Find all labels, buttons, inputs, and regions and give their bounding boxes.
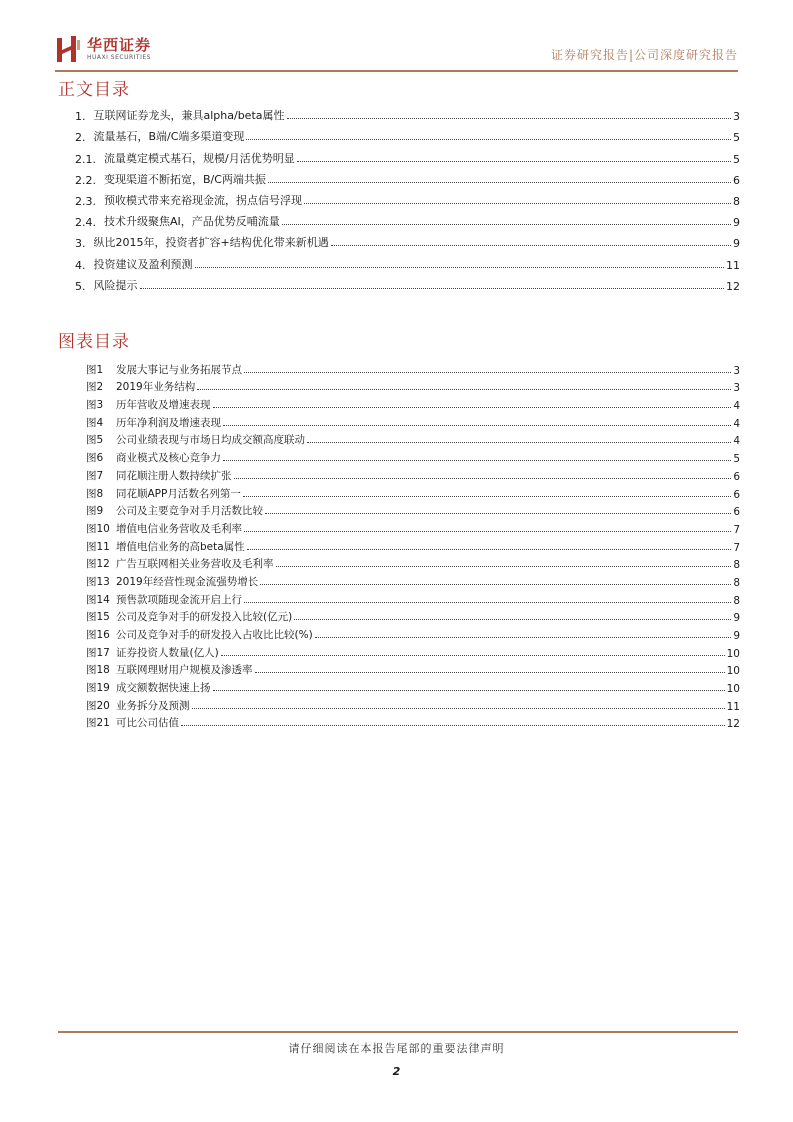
dot-leader <box>223 460 731 461</box>
figure-entry[interactable] <box>86 465 740 483</box>
figure-entry-page[interactable]: 11 <box>726 700 740 713</box>
toc-entry[interactable] <box>75 208 740 229</box>
figures-toc-title: 图表目录 <box>58 332 130 352</box>
figure-entry-number: 图14 <box>86 593 110 606</box>
figure-entry-page[interactable]: 10 <box>726 647 740 660</box>
page-header <box>55 34 738 70</box>
dot-leader <box>223 425 731 426</box>
toc-entry-label[interactable]: 预收模式带来充裕现金流，拐点信号浮现 <box>104 193 302 207</box>
figure-entry[interactable] <box>86 571 740 589</box>
figure-entry[interactable] <box>86 677 740 695</box>
figure-entry-page[interactable]: 10 <box>726 683 740 696</box>
dot-leader <box>213 690 725 691</box>
figure-entry[interactable] <box>86 642 740 660</box>
toc-entry-page[interactable]: 5 <box>733 152 740 166</box>
figure-entry-number: 图18 <box>86 664 110 677</box>
figure-entry[interactable] <box>86 412 740 430</box>
dot-leader <box>244 531 731 532</box>
toc-entry-label[interactable]: 流量基石，B端/C端多渠道变现 <box>93 130 245 144</box>
figure-entry-number: 图3 <box>86 399 104 412</box>
figure-entry[interactable] <box>86 430 740 448</box>
figure-entry-page[interactable]: 6 <box>733 506 740 519</box>
figure-entry-number: 图10 <box>86 522 110 535</box>
figure-entry-page[interactable]: 9 <box>733 612 740 625</box>
dot-leader <box>276 566 732 567</box>
toc-entry-label[interactable]: 变现渠道不断拓宽，B/C两端共振 <box>104 172 266 186</box>
toc-entry-page[interactable]: 9 <box>733 237 740 251</box>
figure-entry[interactable] <box>86 660 740 678</box>
dot-leader <box>195 267 725 268</box>
figure-entry-label[interactable]: 公司业绩表现与市场日均成交额高度联动 <box>116 434 305 447</box>
toc-entry-page[interactable]: 9 <box>733 216 740 230</box>
toc-entry-number: 2.4. <box>75 216 96 230</box>
legal-notice: 请仔细阅读在本报告尾部的重要法律声明 <box>288 1042 505 1055</box>
figure-entry[interactable] <box>86 394 740 412</box>
figure-entry[interactable] <box>86 554 740 572</box>
figure-entry[interactable] <box>86 713 740 731</box>
toc-entry[interactable] <box>75 229 740 250</box>
figure-entry-number: 图6 <box>86 452 104 465</box>
figure-entry-label[interactable]: 增值电信业务的高beta属性 <box>116 540 245 553</box>
dot-leader <box>244 372 731 373</box>
figure-entry-page[interactable]: 6 <box>733 470 740 483</box>
figure-entry-number: 图7 <box>86 469 104 482</box>
dot-leader <box>140 288 725 289</box>
toc-entry-label[interactable]: 风险提示 <box>93 278 138 292</box>
figure-entry-label[interactable]: 证券投资人数量(亿人) <box>116 646 219 659</box>
figure-entry[interactable] <box>86 589 740 607</box>
figure-entry-page[interactable]: 10 <box>726 665 740 678</box>
toc-entry[interactable] <box>75 123 740 144</box>
toc-title: 正文目录 <box>58 80 130 100</box>
dot-leader <box>244 602 731 603</box>
figure-entry-label[interactable]: 商业模式及核心竞争力 <box>116 452 221 465</box>
dot-leader <box>287 118 731 119</box>
figure-entry-page[interactable]: 9 <box>733 630 740 642</box>
toc-entry[interactable] <box>75 102 740 123</box>
figure-entry-label[interactable]: 公司及竞争对手的研发投入占收比比较(%) <box>116 629 313 641</box>
dot-leader <box>294 619 731 620</box>
figure-entry[interactable] <box>86 518 740 536</box>
figure-entry[interactable] <box>86 695 740 713</box>
figure-entry-page[interactable]: 8 <box>733 559 740 572</box>
toc-entry-number: 2.1. <box>75 152 96 166</box>
figure-entry-number: 图4 <box>86 416 104 429</box>
dot-leader <box>307 442 731 443</box>
toc-entry-page[interactable]: 3 <box>733 110 740 124</box>
figure-entry-label[interactable]: 可比公司估值 <box>116 717 179 730</box>
toc-entry-number: 2.3. <box>75 194 96 208</box>
figure-entry-label[interactable]: 2019年业务结构 <box>116 381 196 394</box>
toc-entry-page[interactable]: 6 <box>733 173 740 187</box>
toc-entry[interactable] <box>75 272 740 293</box>
figure-entry-page[interactable]: 8 <box>733 594 740 607</box>
toc-entry-page[interactable]: 11 <box>726 258 740 272</box>
figure-entry-label[interactable]: 互联网理财用户规模及渗透率 <box>116 664 253 677</box>
dot-leader <box>243 496 731 497</box>
figure-entry-label[interactable]: 业务拆分及预测 <box>116 699 190 712</box>
figure-entry-page[interactable]: 3 <box>733 382 740 395</box>
toc-entry-label[interactable]: 投资建议及盈利预测 <box>93 257 193 271</box>
toc-entry-number: 5. <box>75 279 86 293</box>
figure-entry-label[interactable]: 广告互联网相关业务营收及毛利率 <box>116 558 274 571</box>
logo-chinese-text: 华西证券 <box>87 35 152 54</box>
dot-leader <box>255 672 725 673</box>
dot-leader <box>315 637 732 638</box>
toc-entry-number: 2. <box>75 131 86 145</box>
figure-entry-number: 图20 <box>86 699 110 712</box>
dot-leader <box>265 513 731 514</box>
figure-entry[interactable] <box>86 501 740 519</box>
dot-leader <box>221 655 725 656</box>
toc-entry[interactable] <box>75 166 740 187</box>
figure-entry-number: 图1 <box>86 363 104 376</box>
dot-leader <box>181 725 725 726</box>
figure-entry-page[interactable]: 4 <box>733 417 740 430</box>
dot-leader <box>192 708 725 709</box>
figure-entry-number: 图12 <box>86 558 110 571</box>
toc-entry-number: 4. <box>75 258 86 272</box>
dot-leader <box>297 161 731 162</box>
dot-leader <box>331 245 731 246</box>
dot-leader <box>304 203 731 204</box>
figure-entry[interactable] <box>86 377 740 395</box>
figure-entry-label[interactable]: 成交额数据快速上扬 <box>116 682 211 695</box>
logo-english-text: HUAXI SECURITIES <box>87 53 151 61</box>
figure-entry-label[interactable]: 发展大事记与业务拓展节点 <box>116 363 242 376</box>
figure-entry-page[interactable]: 4 <box>733 400 740 413</box>
dot-leader <box>197 389 731 390</box>
toc-entry-number: 2.2. <box>75 173 96 187</box>
figure-entry-label[interactable]: 公司及主要竞争对手月活数比较 <box>116 505 263 518</box>
figure-entry-label[interactable]: 增值电信业务营收及毛利率 <box>116 522 242 535</box>
figure-entry-number: 图21 <box>86 717 110 730</box>
toc-entry-page[interactable]: 12 <box>726 279 740 293</box>
dot-leader <box>246 139 731 140</box>
figure-entry-number: 图19 <box>86 682 110 695</box>
toc-entry-page[interactable]: 5 <box>733 131 740 145</box>
figure-entry[interactable] <box>86 607 740 625</box>
figure-entry-number: 图8 <box>86 487 104 500</box>
toc-entry-label[interactable]: 互联网证券龙头，兼具alpha/beta属性 <box>93 109 285 123</box>
figure-entry-page[interactable]: 4 <box>733 435 740 448</box>
toc-entry[interactable] <box>75 250 740 271</box>
figure-entry-number: 图11 <box>86 540 110 553</box>
figure-entry-number: 图16 <box>86 629 110 641</box>
figure-entry-page[interactable]: 5 <box>733 453 740 466</box>
figure-entry-label[interactable]: 公司及竞争对手的研发投入比较(亿元) <box>116 611 293 624</box>
dot-leader <box>260 584 731 585</box>
figure-entry-page[interactable]: 7 <box>733 541 740 554</box>
figure-entry-label[interactable]: 同花顺注册人数持续扩张 <box>116 469 232 482</box>
figure-entry[interactable] <box>86 536 740 554</box>
figures-toc-list <box>86 359 740 730</box>
toc-entry[interactable] <box>75 144 740 165</box>
figure-entry-number: 图9 <box>86 505 104 518</box>
figure-entry-page[interactable]: 3 <box>733 364 740 377</box>
figure-entry-label[interactable]: 历年净利润及增速表现 <box>116 416 221 429</box>
page-number: 2 <box>392 1065 401 1078</box>
huaxi-logo-icon <box>55 34 83 64</box>
toc-entry-label[interactable]: 流量奠定模式基石，规模/月活优势明显 <box>104 151 295 165</box>
figure-entry-number: 图17 <box>86 646 110 659</box>
figure-entry-page[interactable]: 12 <box>726 718 740 731</box>
figure-entry-page[interactable]: 7 <box>733 523 740 536</box>
figure-entry-page[interactable]: 8 <box>733 576 740 589</box>
toc-entry-number: 1. <box>75 110 86 124</box>
company-logo <box>55 34 151 64</box>
dot-leader <box>234 478 732 479</box>
toc-list <box>75 102 740 293</box>
figure-entry-label[interactable]: 预售款项随现金流开启上行 <box>116 593 242 606</box>
toc-entry[interactable] <box>75 187 740 208</box>
footer-divider <box>58 1031 738 1033</box>
figure-entry-number: 图2 <box>86 381 104 394</box>
dot-leader <box>268 182 731 183</box>
toc-entry-label[interactable]: 纵比2015年，投资者扩容+结构优化带来新机遇 <box>93 236 329 250</box>
figure-entry-number: 图13 <box>86 575 110 588</box>
figure-entry[interactable] <box>86 483 740 501</box>
figure-entry-page[interactable]: 6 <box>733 488 740 501</box>
toc-entry-number: 3. <box>75 237 86 251</box>
dot-leader <box>247 549 732 550</box>
figure-entry[interactable] <box>86 447 740 465</box>
figure-entry[interactable] <box>86 624 740 642</box>
figure-entry-number: 图15 <box>86 611 110 624</box>
figure-entry-number: 图5 <box>86 434 104 447</box>
header-divider <box>55 70 738 72</box>
toc-entry-label[interactable]: 技术升级聚焦AI，产品优势反哺流量 <box>104 215 280 229</box>
figure-entry-label[interactable]: 同花顺APP月活数名列第一 <box>116 487 241 500</box>
report-type-label: 证券研究报告|公司深度研究报告 <box>550 48 738 62</box>
dot-leader <box>282 224 731 225</box>
dot-leader <box>213 407 732 408</box>
toc-entry-page[interactable]: 8 <box>733 194 740 208</box>
figure-entry[interactable] <box>86 359 740 377</box>
figure-entry-label[interactable]: 2019年经营性现金流强势增长 <box>116 575 259 588</box>
figure-entry-label[interactable]: 历年营收及增速表现 <box>116 399 211 412</box>
